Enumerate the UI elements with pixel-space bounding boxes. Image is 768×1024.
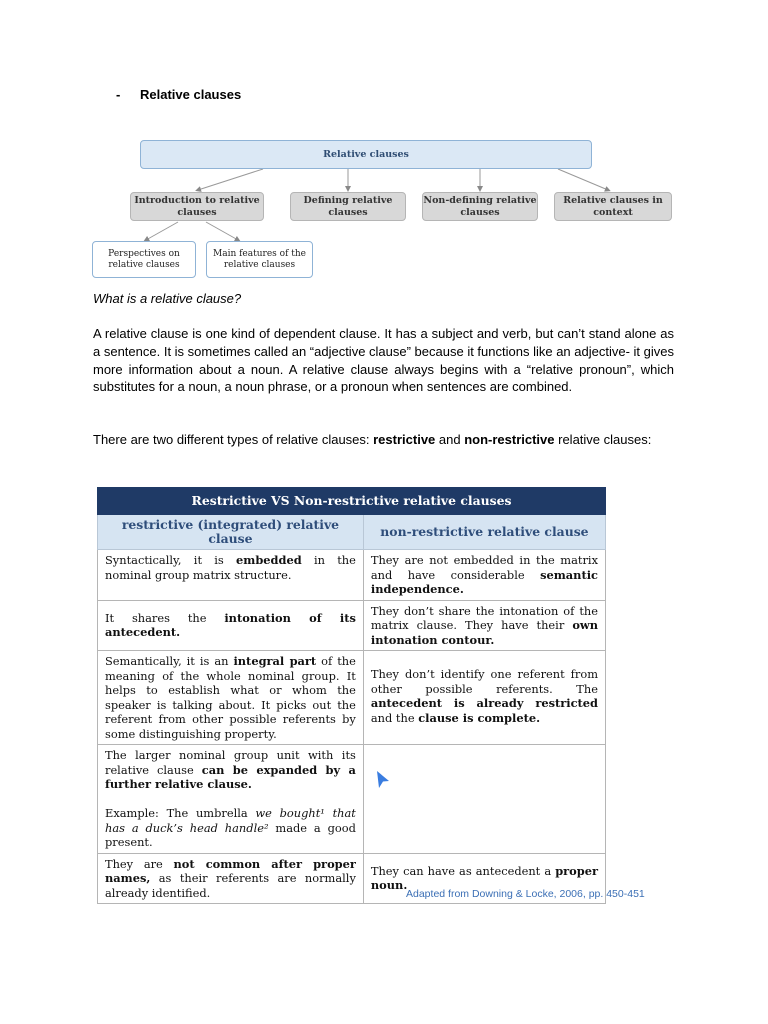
pointer-cursor-icon bbox=[375, 770, 391, 790]
table-cell: The larger nominal group unit with its relative clause can be expanded by a further relative clause. Example: The umbrella we bought¹ that has a duck’s head handle² made a good present. bbox=[98, 745, 364, 854]
table-row bbox=[98, 745, 606, 854]
table-title: Restrictive VS Non-restrictive relative clauses bbox=[98, 488, 606, 515]
table-cell-empty bbox=[363, 745, 605, 854]
question-line: What is a relative clause? bbox=[93, 291, 242, 306]
section-heading bbox=[116, 87, 241, 102]
types-text: and bbox=[435, 432, 465, 447]
table-cell: Semantically, it is an integral part of the meaning of the whole nominal group. It helps to establish what or whom the speaker is talking about. It picks out the referent from other possible referents by some distinguishing property. bbox=[98, 651, 364, 745]
heading-title: Relative clauses bbox=[140, 87, 242, 102]
table-title-row bbox=[98, 488, 606, 515]
table-cell: They are not common after proper names, as their referents are normally already identified. bbox=[98, 853, 364, 904]
bullet-dash: - bbox=[116, 87, 121, 102]
table-cell: They are not embedded in the matrix and have considerable semantic independence. bbox=[363, 550, 605, 601]
restrictive-term: restrictive bbox=[373, 432, 436, 447]
non-restrictive-term: non-restrictive bbox=[464, 432, 555, 447]
table-row bbox=[98, 550, 606, 601]
connector-line bbox=[558, 169, 608, 190]
comparison-table bbox=[97, 487, 606, 904]
connector-line bbox=[146, 222, 178, 240]
source-citation: Adapted from Downing & Locke, 2006, pp. 450-451 bbox=[406, 888, 645, 900]
diagram-node-introduction: Introduction to relative clauses bbox=[130, 192, 264, 221]
table-cell: They don’t identify one referent from other possible referents. The antecedent is already restricted and the clause is complete. bbox=[363, 651, 605, 745]
diagram-node-in-context: Relative clauses in context bbox=[554, 192, 672, 221]
table-cell: Syntactically, it is embedded in the nominal group matrix structure. bbox=[98, 550, 364, 601]
diagram-node-non-defining: Non-defining relative clauses bbox=[422, 192, 538, 221]
diagram-node-perspectives: Perspectives on relative clauses bbox=[92, 241, 196, 278]
diagram-node-defining: Defining relative clauses bbox=[290, 192, 406, 221]
table-row bbox=[98, 651, 606, 745]
types-text: There are two different types of relative clauses: bbox=[93, 432, 374, 447]
table-cell: It shares the intonation of its antecedent. bbox=[98, 600, 364, 651]
connector-line bbox=[206, 222, 238, 240]
types-text: relative clauses: bbox=[554, 432, 652, 447]
table-header-row bbox=[98, 515, 606, 550]
definition-paragraph: A relative clause is one kind of dependent clause. It has a subject and verb, but can’t stand alone as a sentence. It is sometimes called an “adjective clause” because it functions like an adjective- it gives more information about a noun. A relative clause always begins with a “relative pronoun”, which substitutes for a noun, a noun phrase, or a pronoun when sentences are combined. bbox=[93, 326, 674, 395]
relative-clauses-diagram bbox=[88, 136, 688, 286]
column-header-restrictive: restrictive (integrated) relative clause bbox=[98, 515, 364, 550]
types-paragraph bbox=[93, 431, 674, 449]
column-header-non-restrictive: non-restrictive relative clause bbox=[363, 515, 605, 550]
table-cell: They don’t share the intonation of the matrix clause. They have their own intonation contour. bbox=[363, 600, 605, 651]
connector-line bbox=[198, 169, 263, 190]
diagram-root-node: Relative clauses bbox=[140, 140, 592, 169]
table-row bbox=[98, 600, 606, 651]
table-cell: They can have as antecedent a proper noun. bbox=[363, 853, 605, 904]
diagram-node-main-features: Main features of the relative clauses bbox=[206, 241, 313, 278]
